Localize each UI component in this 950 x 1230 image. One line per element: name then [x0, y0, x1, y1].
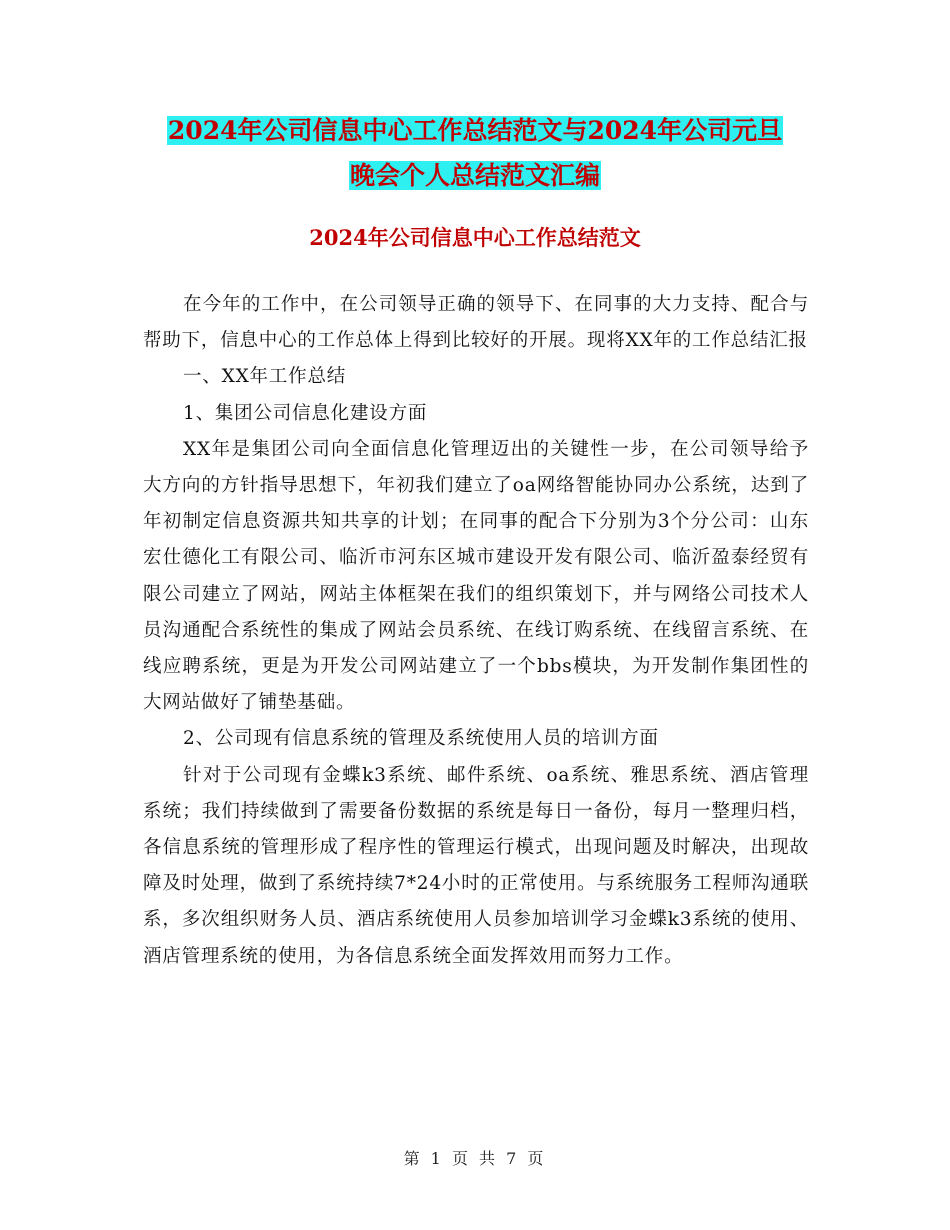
- paragraph-item-2: 针对于公司现有金蝶k3系统、邮件系统、oa系统、雅思系统、酒店管理系统；我们持续做到了需要备份数据的系统是每日一备份，每月一整理归档，各信息系统的管理形成了程序性的管理运行模式，出现问题及时解决，出现故障及时处理，做到了系统持续7*24小时的正常使用。与系统服务工程师沟通联系，多次组织财务人员、酒店系统使用人员参加培训学习金蝶k3系统的使用、酒店管理系统的使用，为各信息系统全面发挥效用而努力工作。: [143, 764, 809, 967]
- paragraph-intro: 在今年的工作中，在公司领导正确的领导下、在同事的大力支持、配合与帮助下，信息中心的工作总体上得到比较好的开展。现将XX年的工作总结汇报: [143, 294, 809, 352]
- heading-item-1: 1、集团公司信息化建设方面: [183, 402, 428, 424]
- heading-section-1: 一、XX年工作总结: [183, 366, 347, 388]
- document-title-line-2: 晚会个人总结范文汇编: [349, 161, 600, 190]
- paragraph-item-1: XX年是集团公司向全面信息化管理迈出的关键性一步，在公司领导给予大方向的方针指导思想下，年初我们建立了oa网络智能协同办公系统，达到了年初制定信息资源共知共享的计划；在同事的配合下分别为3个分公司：山东宏仕德化工有限公司、临沂市河东区城市建设开发有限公司、临沂盈泰经贸有限公司建立了网站，网站主体框架在我们的组织策划下，并与网络公司技术人员沟通配合系统性的集成了网站会员系统、在线订购系统、在线留言系统、在线应聘系统，更是为开发公司网站建立了一个bbs模块，为开发制作集团性的大网站做好了铺垫基础。: [143, 438, 809, 714]
- heading-item-2: 2、公司现有信息系统的管理及系统使用人员的培训方面: [183, 728, 659, 750]
- document-title-line-1: 2024年公司信息中心工作总结范文与2024年公司元旦: [167, 116, 783, 145]
- page-footer: 第 1 页 共 7 页: [403, 1149, 547, 1168]
- section-title: 2024年公司信息中心工作总结范文: [309, 225, 641, 250]
- document-body: [143, 287, 809, 975]
